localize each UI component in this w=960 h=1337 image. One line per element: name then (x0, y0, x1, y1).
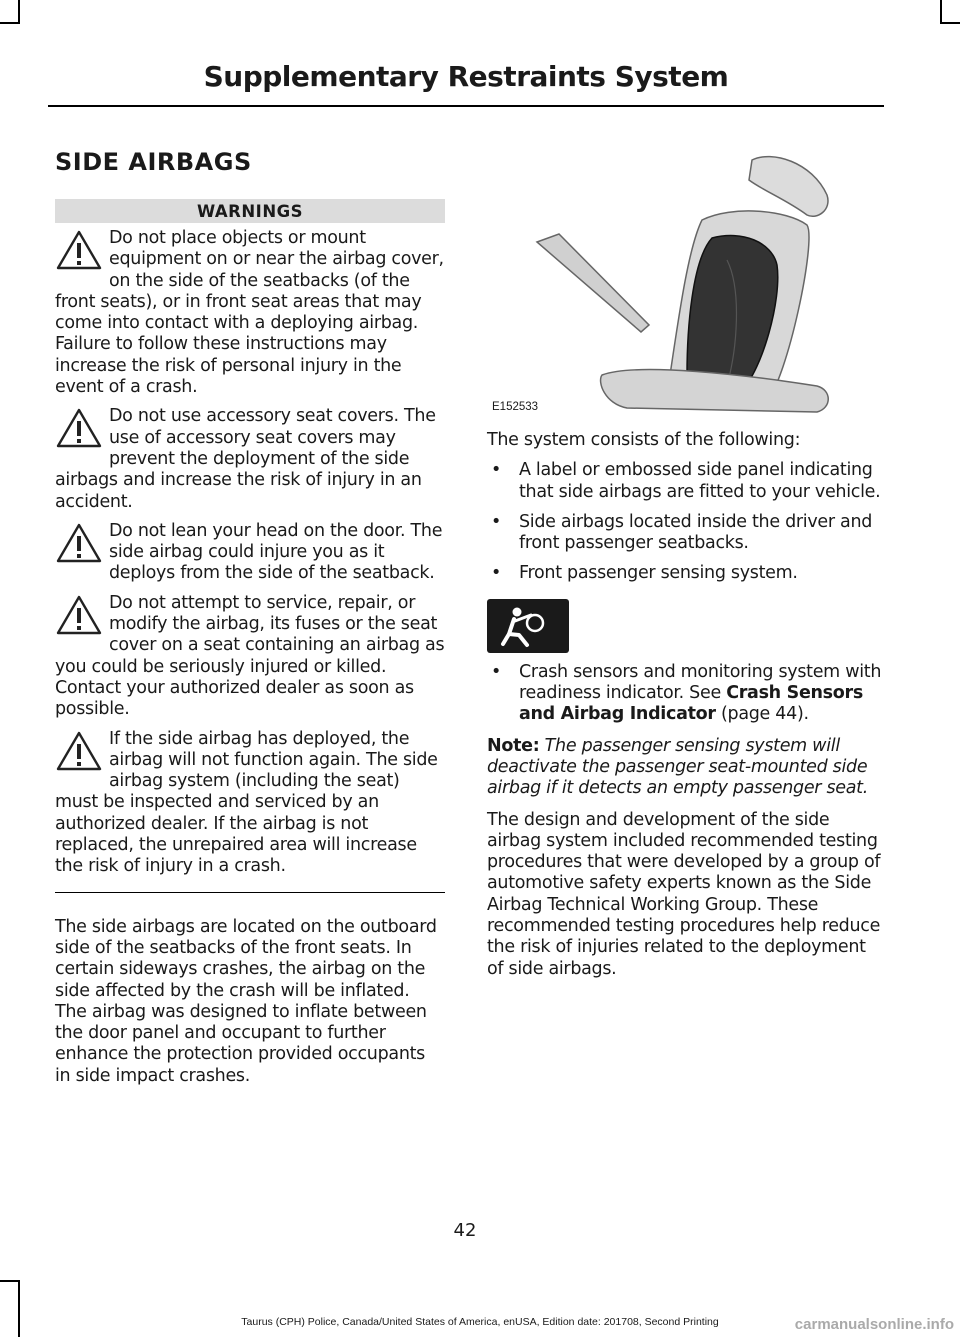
airbag-indicator-icon (487, 599, 569, 653)
warning-item (55, 593, 445, 721)
bullet-dot: • (491, 511, 502, 532)
crop-mark-top-right-h (940, 22, 960, 24)
figure-label: E152533 (492, 401, 539, 413)
warning-item (55, 228, 445, 398)
page-header-title: Supplementary Restraints System (203, 60, 729, 93)
warning-text: If the side airbag has deployed, the airbag will not function again. The side airbag system (including the seat) must be inspected and serviced by an authorized dealer. If the airbag is not replaced, the unrepaired area will increase the risk of injury in a crash. (55, 728, 438, 877)
crash-sensors-link[interactable]: Crash Sensors and Airbag Indicator (519, 683, 863, 725)
warning-triangle-icon (55, 407, 103, 449)
warning-triangle-icon (55, 730, 103, 772)
system-bullet-list (487, 460, 882, 584)
warnings-end-rule (55, 892, 445, 893)
list-item: • Side airbags located inside the driver and front passenger seatbacks. (491, 511, 873, 554)
seat-illustration-svg (487, 150, 882, 418)
warnings-heading: WARNINGS (55, 199, 445, 223)
warning-item (55, 521, 445, 585)
list-item: • Front passenger sensing system. (491, 563, 798, 584)
bullet-dot: • (491, 563, 502, 584)
note (487, 736, 882, 800)
warning-text: Do not attempt to service, repair, or modify the airbag, its fuses or the seat cover on a seat containing an airbag as you could be seriously injured or killed. Contact your authorized dealer as soon as possible. (55, 592, 445, 720)
warning-text: Do not use accessory seat covers. The use of accessory seat covers may prevent the deployment of the side airbags and increase the risk of injury in an accident. (55, 406, 436, 512)
page-number: 42 (453, 1220, 477, 1241)
crop-mark-bottom-left-h (0, 1280, 20, 1282)
warning-triangle-icon (55, 522, 103, 564)
note-text: The passenger sensing system will deactivate the passenger seat-mounted side airbag if it detects an empty passenger seat. (487, 735, 868, 799)
header-rule (48, 105, 884, 107)
section-title: SIDE AIRBAGS (55, 148, 252, 176)
intro-paragraph: The side airbags are located on the outboard side of the seatbacks of the front seats. In certain sideways crashes, the airbag on the side affected by the crash will be inflated. The airbag was designed to inflate between the door panel and occupant to further enhance the protection provided occupants in side impact crashes. (55, 916, 437, 1086)
system-intro: The system consists of the following: (487, 430, 801, 450)
crop-mark-top-left (18, 0, 20, 24)
watermark: carmanualsonline.info (794, 1316, 954, 1333)
note-label: Note: (487, 735, 540, 756)
footer-edition-info: Taurus (CPH) Police, Canada/United States of America, enUSA, Edition date: 201708, Second Printing (241, 1316, 719, 1328)
right-column (487, 150, 882, 980)
left-column (55, 199, 445, 1087)
bullet-dot: • (491, 460, 502, 481)
crop-mark-bottom-left (18, 1280, 20, 1337)
warning-text: Do not place objects or mount equipment on or near the airbag cover, on the side of the seatbacks (of the front seats), or in front seat areas that may come into contact with a deploying airbag. Failure to follow these instructions may increase the risk of personal injury in the event of a crash. (55, 228, 444, 398)
warning-item (55, 406, 445, 512)
crash-bullet-list (487, 662, 882, 726)
list-item: • Crash sensors and monitoring system with readiness indicator. See Crash Sensors and Airbag Indicator (page 44). (491, 661, 882, 725)
warning-text: Do not lean your head on the door. The side airbag could injure you as it deploys from the side of the seatback. (109, 520, 443, 584)
warning-triangle-icon (55, 229, 103, 271)
design-paragraph: The design and development of the side airbag system included recommended testing procedures that were developed by a group of automotive safety experts known as the Side Airbag Technical Working Group. These recommended testing procedures help reduce the risk of injuries related to the deployment of side airbags. (487, 809, 881, 979)
list-item: • A label or embossed side panel indicating that side airbags are fitted to your vehicle. (491, 460, 881, 502)
warning-item (55, 729, 445, 878)
crop-mark-top-left-h (0, 22, 20, 24)
seat-airbag-illustration (487, 150, 882, 418)
crop-mark-top-right (940, 0, 942, 24)
bullet-dot: • (491, 661, 502, 682)
warning-triangle-icon (55, 594, 103, 636)
